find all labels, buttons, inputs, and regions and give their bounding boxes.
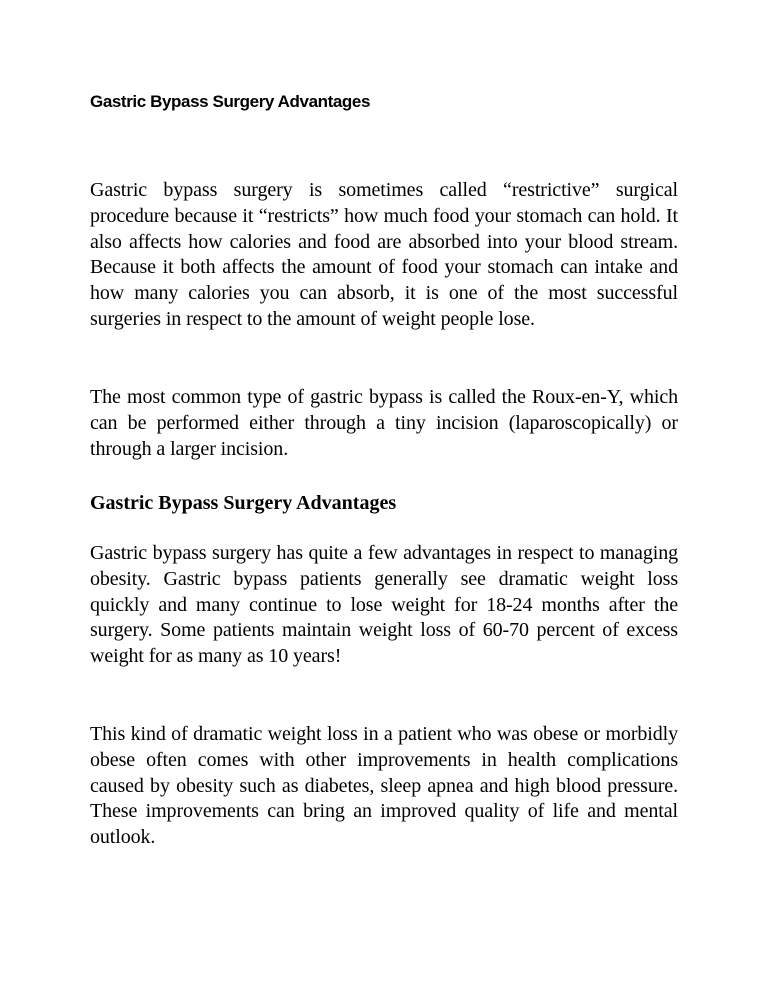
document-page xyxy=(90,0,678,994)
document-title: Gastric Bypass Surgery Advantages xyxy=(90,92,371,111)
section-heading: Gastric Bypass Surgery Advantages xyxy=(90,492,397,514)
roux-en-y-paragraph: The most common type of gastric bypass is called the Roux-en-Y, which can be performed either through a tiny incision (laparoscopically) or through a larger incision. xyxy=(90,386,678,460)
health-improvements-paragraph: This kind of dramatic weight loss in a patient who was obese or morbidly obese often comes with other improvements in health complications caused by obesity such as diabetes, sleep apnea and high blood pressure. These improvements can bring an improved quality of life and mental outlook. xyxy=(90,723,678,849)
advantages-paragraph: Gastric bypass surgery has quite a few advantages in respect to managing obesity. Gastric bypass patients generally see dramatic weight loss quickly and many continue to lose weight for 18-24 months after the surgery. Some patients maintain weight loss of 60-70 percent of excess weight for as many as 10 years! xyxy=(90,542,678,668)
intro-paragraph: Gastric bypass surgery is sometimes called “restrictive” surgical procedure because it “restricts” how much food your stomach can hold. It also affects how calories and food are absorbed into your blood stream. Because it both affects the amount of food your stomach can intake and how many calories you can absorb, it is one of the most successful surgeries in respect to the amount of weight people lose. xyxy=(90,179,678,330)
